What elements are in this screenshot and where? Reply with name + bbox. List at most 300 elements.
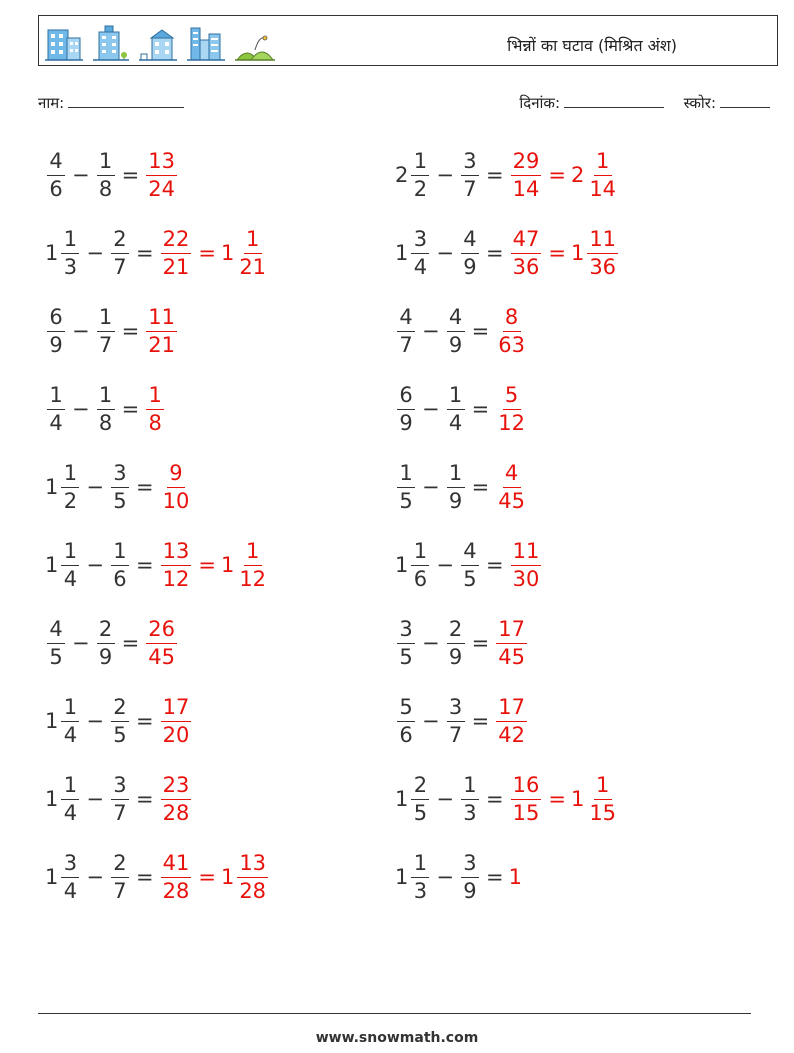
- answer-fraction-numerator: 29: [511, 151, 542, 176]
- subtrahend-fraction-denominator: 7: [448, 722, 463, 747]
- problem-item: [395, 374, 529, 444]
- score-label: स्कोर:: [683, 94, 716, 112]
- minuend-fraction-numerator: 4: [47, 151, 65, 176]
- minuend-fraction: [397, 694, 415, 747]
- minuend-fraction: [411, 772, 429, 825]
- answer-mixed-fraction: [237, 538, 268, 591]
- subtrahend-fraction: [447, 460, 465, 513]
- answer-fraction-numerator: 11: [146, 307, 177, 332]
- problem-item: [395, 530, 543, 600]
- minuend-fraction-numerator: 2: [411, 775, 429, 800]
- equals-sign: =: [121, 319, 140, 343]
- equals-sign: =: [135, 709, 154, 733]
- minuend-fraction-denominator: 2: [413, 176, 428, 201]
- answer-mixed-fraction-denominator: 12: [239, 566, 267, 591]
- subtrahend-fraction-numerator: 3: [461, 853, 479, 878]
- minuend-fraction-numerator: 4: [397, 307, 415, 332]
- subtrahend-fraction: [447, 382, 465, 435]
- minuend-fraction-denominator: 3: [63, 254, 78, 279]
- minuend-fraction-denominator: 4: [63, 878, 78, 903]
- office-building-icon: [45, 24, 83, 62]
- minuend-fraction: [61, 772, 79, 825]
- answer-fraction-denominator: 8: [148, 410, 162, 435]
- answer-fraction: [496, 460, 527, 513]
- equals-sign: =: [121, 631, 140, 655]
- minuend-whole: 1: [395, 787, 409, 811]
- problem-item: [45, 374, 166, 444]
- answer-fraction-denominator: 45: [498, 644, 525, 669]
- equals-sign: =: [121, 163, 140, 187]
- answer-fraction-numerator: 23: [161, 775, 192, 800]
- answer-mixed-fraction: [587, 148, 618, 201]
- problem-item: [45, 530, 270, 600]
- minuend-whole: 1: [395, 865, 409, 889]
- subtrahend-fraction-numerator: 3: [447, 697, 465, 722]
- date-label: दिनांक:: [519, 94, 560, 112]
- answer-mixed-whole: 1: [220, 241, 235, 265]
- answer-mixed-fraction-numerator: 1: [594, 151, 612, 176]
- minus-sign: −: [72, 631, 90, 655]
- answer: [509, 865, 523, 889]
- worksheet-title: भिन्नों का घटाव (मिश्रित अंश): [507, 36, 677, 55]
- subtrahend-fraction-numerator: 3: [461, 151, 479, 176]
- subtrahend-fraction-denominator: 4: [448, 410, 463, 435]
- answer: [159, 772, 194, 825]
- answer-mixed-fraction-numerator: 1: [594, 775, 612, 800]
- answer-fraction-numerator: 11: [511, 541, 542, 566]
- equals-sign: =: [135, 865, 154, 889]
- subtrahend-fraction-denominator: 5: [463, 566, 477, 591]
- answer: [494, 304, 529, 357]
- minuend-fraction-denominator: 4: [413, 254, 428, 279]
- minuend-fraction-numerator: 1: [61, 229, 79, 254]
- house-building-icon: [139, 24, 177, 62]
- subtrahend-fraction: [461, 538, 479, 591]
- subtrahend-fraction: [461, 226, 479, 279]
- answer: [509, 772, 620, 825]
- subtrahend-fraction-denominator: 7: [113, 878, 127, 903]
- answer-fraction: [511, 148, 542, 201]
- subtrahend-fraction: [461, 850, 479, 903]
- answer-whole: 1: [508, 865, 522, 889]
- answer-fraction: [161, 694, 192, 747]
- answer-fraction-numerator: 22: [161, 229, 192, 254]
- minus-sign: −: [86, 553, 104, 577]
- answer-fraction: [161, 538, 192, 591]
- answer-fraction: [511, 772, 542, 825]
- answer-fraction: [146, 148, 177, 201]
- minuend-whole: 1: [395, 553, 409, 577]
- answer-fraction: [496, 616, 527, 669]
- answer-mixed-whole: 1: [220, 553, 235, 577]
- subtrahend-fraction-numerator: 1: [97, 385, 115, 410]
- minuend-fraction-denominator: 4: [63, 566, 78, 591]
- minus-sign: −: [436, 241, 454, 265]
- answer-fraction-denominator: 42: [498, 722, 525, 747]
- answer: [159, 850, 270, 903]
- minus-sign: −: [422, 319, 440, 343]
- minuend-fraction: [61, 850, 79, 903]
- minus-sign: −: [86, 787, 104, 811]
- minuend-whole: 1: [45, 553, 59, 577]
- answer-equals-sign: =: [198, 241, 216, 265]
- problem-item: [395, 296, 529, 366]
- answer-fraction-denominator: 45: [148, 644, 175, 669]
- subtrahend-fraction-numerator: 2: [111, 853, 129, 878]
- answer-fraction-numerator: 13: [146, 151, 177, 176]
- minuend-fraction-numerator: 3: [411, 229, 429, 254]
- minuend-fraction-denominator: 9: [49, 332, 63, 357]
- minus-sign: −: [436, 787, 454, 811]
- answer-mixed-fraction-numerator: 13: [237, 853, 268, 878]
- minus-sign: −: [422, 475, 440, 499]
- subtrahend-fraction-numerator: 2: [111, 229, 129, 254]
- minuend-fraction-numerator: 1: [61, 541, 79, 566]
- subtrahend-fraction: [447, 616, 465, 669]
- minuend-fraction-denominator: 4: [63, 800, 78, 825]
- answer-fraction: [161, 460, 192, 513]
- minuend-fraction-denominator: 9: [399, 410, 413, 435]
- minus-sign: −: [72, 397, 90, 421]
- problem-item: [45, 686, 193, 756]
- minuend-fraction: [47, 616, 65, 669]
- answer-fraction-denominator: 21: [148, 332, 175, 357]
- name-label: नाम:: [38, 94, 65, 112]
- answer-fraction-denominator: 45: [498, 488, 525, 513]
- answer-fraction: [161, 850, 192, 903]
- problem-item: [45, 452, 193, 522]
- subtrahend-fraction-numerator: 1: [461, 775, 479, 800]
- subtrahend-fraction: [111, 538, 129, 591]
- subtrahend-fraction-denominator: 7: [113, 254, 127, 279]
- answer-mixed-whole: 1: [570, 787, 585, 811]
- minuend-fraction-denominator: 2: [63, 488, 78, 513]
- problem-item: [45, 608, 179, 678]
- equals-sign: =: [135, 475, 154, 499]
- subtrahend-fraction-numerator: 1: [447, 385, 465, 410]
- minuend-whole: 1: [45, 865, 59, 889]
- name-field: [38, 93, 184, 113]
- footer-divider: [38, 1013, 751, 1014]
- minuend-fraction: [411, 850, 429, 903]
- answer-fraction: [146, 382, 164, 435]
- score-blank[interactable]: [720, 93, 770, 108]
- minuend-fraction: [411, 226, 429, 279]
- minuend-fraction: [47, 382, 65, 435]
- problem-item: [395, 764, 620, 834]
- answer: [144, 382, 166, 435]
- minuend-fraction: [411, 538, 429, 591]
- answer-equals-sign: =: [548, 787, 566, 811]
- subtrahend-fraction-denominator: 8: [98, 410, 113, 435]
- equals-sign: =: [485, 865, 504, 889]
- park-hill-icon: [235, 24, 275, 62]
- problem-item: [395, 686, 529, 756]
- subtrahend-fraction-denominator: 9: [463, 878, 477, 903]
- answer-fraction-denominator: 15: [512, 800, 540, 825]
- minuend-fraction: [61, 694, 79, 747]
- minuend-fraction-numerator: 1: [411, 541, 429, 566]
- answer-fraction: [496, 694, 527, 747]
- minus-sign: −: [72, 163, 90, 187]
- subtrahend-fraction-numerator: 4: [461, 229, 479, 254]
- worksheet-header: [38, 15, 778, 66]
- answer-mixed-fraction-numerator: 11: [587, 229, 618, 254]
- minuend-fraction-numerator: 4: [47, 619, 65, 644]
- minuend-fraction-denominator: 6: [399, 722, 413, 747]
- answer-fraction-denominator: 30: [512, 566, 540, 591]
- equals-sign: =: [485, 163, 504, 187]
- equals-sign: =: [135, 553, 154, 577]
- subtrahend-fraction-numerator: 2: [447, 619, 465, 644]
- answer: [159, 460, 194, 513]
- answer-fraction-denominator: 12: [162, 566, 190, 591]
- minus-sign: −: [422, 397, 440, 421]
- answer-mixed-fraction: [587, 772, 618, 825]
- subtrahend-fraction-numerator: 4: [461, 541, 479, 566]
- answer-equals-sign: =: [198, 865, 216, 889]
- minus-sign: −: [86, 475, 104, 499]
- answer: [144, 148, 179, 201]
- minuend-fraction-numerator: 1: [47, 385, 65, 410]
- name-blank[interactable]: [68, 93, 184, 108]
- footer-url: www.snowmath.com: [315, 1030, 479, 1046]
- problem-item: [395, 842, 523, 912]
- answer-fraction-denominator: 10: [162, 488, 190, 513]
- equals-sign: =: [121, 397, 140, 421]
- subtrahend-fraction-numerator: 3: [111, 775, 129, 800]
- answer: [159, 538, 270, 591]
- answer-fraction-numerator: 16: [511, 775, 542, 800]
- equals-sign: =: [471, 709, 490, 733]
- subtrahend-fraction: [111, 694, 129, 747]
- minus-sign: −: [422, 631, 440, 655]
- problem-item: [45, 218, 270, 288]
- minus-sign: −: [86, 865, 104, 889]
- equals-sign: =: [471, 319, 490, 343]
- minuend-fraction-numerator: 3: [61, 853, 79, 878]
- answer: [509, 148, 620, 201]
- answer-fraction: [496, 382, 527, 435]
- minuend-whole: 1: [45, 709, 59, 733]
- answer-mixed-fraction: [237, 850, 268, 903]
- minuend-fraction-numerator: 1: [411, 151, 429, 176]
- minuend-fraction-numerator: 1: [61, 463, 79, 488]
- answer-mixed-whole: 1: [570, 241, 585, 265]
- answer-mixed-fraction-denominator: 36: [589, 254, 617, 279]
- minuend-fraction-denominator: 4: [63, 722, 78, 747]
- minuend-fraction: [397, 382, 415, 435]
- answer-mixed-fraction-denominator: 14: [589, 176, 617, 201]
- minuend-fraction-denominator: 5: [49, 644, 63, 669]
- subtrahend-fraction-numerator: 1: [97, 307, 115, 332]
- subtrahend-fraction-denominator: 9: [448, 488, 463, 513]
- answer: [159, 226, 270, 279]
- problem-item: [395, 452, 529, 522]
- minuend-fraction-numerator: 1: [61, 775, 79, 800]
- problem-item: [395, 140, 620, 210]
- subtrahend-fraction-numerator: 1: [111, 541, 129, 566]
- answer-fraction-denominator: 28: [162, 878, 190, 903]
- subtrahend-fraction-denominator: 9: [448, 332, 463, 357]
- subtrahend-fraction-denominator: 9: [98, 644, 113, 669]
- subtrahend-fraction-denominator: 6: [113, 566, 127, 591]
- problem-item: [45, 140, 179, 210]
- answer-mixed-fraction-denominator: 21: [239, 254, 267, 279]
- minuend-whole: 1: [45, 475, 59, 499]
- minuend-fraction-denominator: 7: [399, 332, 413, 357]
- answer-fraction: [161, 226, 192, 279]
- problem-item: [395, 218, 620, 288]
- subtrahend-fraction-denominator: 8: [98, 176, 113, 201]
- answer-fraction: [161, 772, 192, 825]
- answer-fraction-numerator: 41: [161, 853, 192, 878]
- minus-sign: −: [436, 865, 454, 889]
- answer: [144, 304, 179, 357]
- answer: [494, 460, 529, 513]
- subtrahend-fraction: [461, 148, 479, 201]
- minuend-fraction-denominator: 5: [399, 488, 413, 513]
- minuend-fraction-denominator: 5: [399, 644, 413, 669]
- equals-sign: =: [471, 631, 490, 655]
- answer-fraction-numerator: 9: [167, 463, 185, 488]
- minuend-whole: 2: [395, 163, 409, 187]
- answer-fraction-denominator: 28: [162, 800, 190, 825]
- minuend-fraction-denominator: 6: [49, 176, 63, 201]
- answer: [509, 538, 544, 591]
- answer: [494, 382, 529, 435]
- subtrahend-fraction-numerator: 3: [111, 463, 129, 488]
- answer-fraction-denominator: 12: [498, 410, 525, 435]
- subtrahend-fraction-denominator: 7: [113, 800, 127, 825]
- subtrahend-fraction: [111, 772, 129, 825]
- minuend-fraction-numerator: 1: [411, 853, 429, 878]
- minuend-whole: 1: [45, 787, 59, 811]
- minuend-fraction-denominator: 4: [49, 410, 63, 435]
- answer-fraction: [511, 538, 542, 591]
- equals-sign: =: [471, 475, 490, 499]
- answer-fraction: [496, 304, 527, 357]
- answer-fraction-numerator: 5: [503, 385, 521, 410]
- answer-mixed-whole: 2: [570, 163, 585, 187]
- subtrahend-fraction: [447, 304, 465, 357]
- subtrahend-fraction: [111, 850, 129, 903]
- subtrahend-fraction: [97, 616, 115, 669]
- subtrahend-fraction: [447, 694, 465, 747]
- minuend-fraction-numerator: 6: [47, 307, 65, 332]
- answer-fraction: [146, 616, 177, 669]
- city-skyline-icon: [187, 24, 225, 62]
- minuend-fraction: [61, 226, 79, 279]
- answer-equals-sign: =: [198, 553, 216, 577]
- equals-sign: =: [135, 787, 154, 811]
- minuend-fraction: [411, 148, 429, 201]
- minuend-fraction-numerator: 5: [397, 697, 415, 722]
- answer: [494, 616, 529, 669]
- subtrahend-fraction-denominator: 9: [448, 644, 463, 669]
- minuend-whole: 1: [395, 241, 409, 265]
- answer-mixed-fraction: [587, 226, 618, 279]
- equals-sign: =: [485, 553, 504, 577]
- answer-mixed-fraction-denominator: 15: [589, 800, 617, 825]
- problem-item: [45, 764, 193, 834]
- answer-fraction-numerator: 8: [503, 307, 521, 332]
- subtrahend-fraction-numerator: 2: [111, 697, 129, 722]
- equals-sign: =: [471, 397, 490, 421]
- minuend-whole: 1: [45, 241, 59, 265]
- minuend-fraction-numerator: 6: [397, 385, 415, 410]
- answer-fraction-denominator: 20: [162, 722, 190, 747]
- minus-sign: −: [72, 319, 90, 343]
- date-blank[interactable]: [564, 93, 664, 108]
- subtrahend-fraction: [97, 382, 115, 435]
- minuend-fraction: [47, 304, 65, 357]
- minuend-fraction: [397, 616, 415, 669]
- subtrahend-fraction-denominator: 7: [463, 176, 477, 201]
- equals-sign: =: [485, 787, 504, 811]
- minuend-fraction: [47, 148, 65, 201]
- answer-mixed-fraction-denominator: 28: [239, 878, 267, 903]
- minus-sign: −: [86, 241, 104, 265]
- minuend-fraction: [61, 460, 79, 513]
- answer-fraction-numerator: 17: [161, 697, 192, 722]
- answer-fraction-numerator: 17: [496, 619, 527, 644]
- answer-mixed-whole: 1: [220, 865, 235, 889]
- answer-fraction-numerator: 26: [146, 619, 177, 644]
- answer-fraction-denominator: 24: [148, 176, 175, 201]
- answer: [494, 694, 529, 747]
- minus-sign: −: [422, 709, 440, 733]
- answer-fraction-denominator: 63: [498, 332, 525, 357]
- answer-fraction-numerator: 17: [496, 697, 527, 722]
- subtrahend-fraction-numerator: 4: [447, 307, 465, 332]
- equals-sign: =: [135, 241, 154, 265]
- answer-fraction-numerator: 1: [146, 385, 164, 410]
- subtrahend-fraction-numerator: 1: [97, 151, 115, 176]
- answer: [509, 226, 620, 279]
- minus-sign: −: [436, 163, 454, 187]
- answer-fraction-numerator: 4: [503, 463, 521, 488]
- subtrahend-fraction-denominator: 5: [113, 722, 127, 747]
- subtrahend-fraction-denominator: 3: [463, 800, 477, 825]
- problem-item: [45, 296, 179, 366]
- answer-equals-sign: =: [548, 163, 566, 187]
- subtrahend-fraction: [111, 226, 129, 279]
- subtrahend-fraction: [111, 460, 129, 513]
- answer-fraction: [146, 304, 177, 357]
- subtrahend-fraction-numerator: 2: [97, 619, 115, 644]
- apartment-building-icon: [93, 24, 129, 62]
- minuend-fraction-numerator: 1: [397, 463, 415, 488]
- answer-mixed-fraction-numerator: 1: [244, 229, 262, 254]
- answer: [159, 694, 194, 747]
- answer-fraction-numerator: 13: [161, 541, 192, 566]
- minuend-fraction: [397, 304, 415, 357]
- subtrahend-fraction: [97, 148, 115, 201]
- answer-fraction-numerator: 47: [511, 229, 542, 254]
- subtrahend-fraction-denominator: 9: [463, 254, 477, 279]
- answer-fraction-denominator: 14: [512, 176, 540, 201]
- problem-item: [45, 842, 270, 912]
- minuend-fraction: [397, 460, 415, 513]
- answer: [144, 616, 179, 669]
- minuend-fraction-numerator: 3: [397, 619, 415, 644]
- minuend-fraction-numerator: 1: [61, 697, 79, 722]
- subtrahend-fraction-denominator: 5: [113, 488, 127, 513]
- subtrahend-fraction: [97, 304, 115, 357]
- subtrahend-fraction-denominator: 7: [98, 332, 113, 357]
- answer-fraction-denominator: 21: [162, 254, 190, 279]
